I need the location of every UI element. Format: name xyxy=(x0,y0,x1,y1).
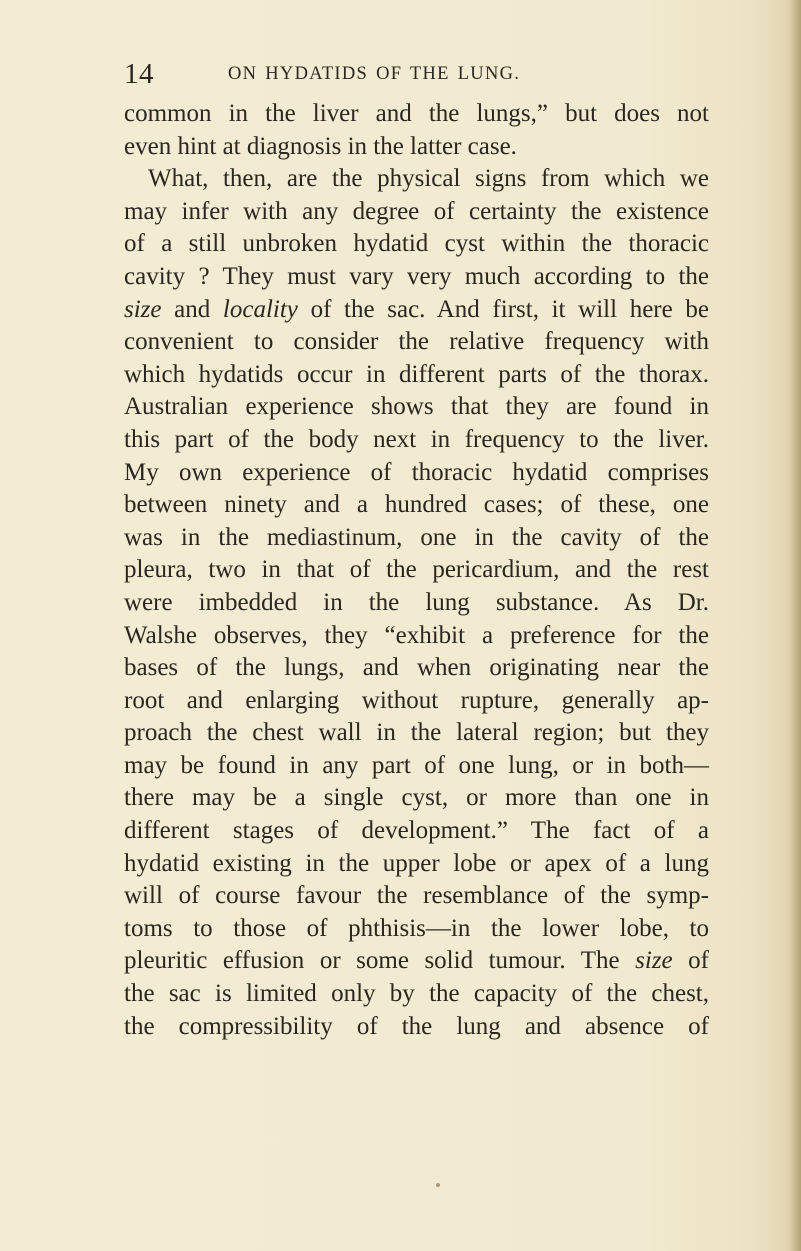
text-line: will of course favour the resemblance of the symp- xyxy=(124,882,709,910)
text-line: different stages of development.” The fact of a xyxy=(124,817,709,845)
text-line: the compressibility of the lung and absence of xyxy=(124,1012,709,1040)
text-line: pleuritic effusion or some solid tumour. The size of xyxy=(124,947,709,975)
text-line: pleura, two in that of the pericardium, and the rest xyxy=(124,556,709,584)
text-line: was in the mediastinum, one in the cavity of the xyxy=(124,523,709,551)
text-line: cavity ? They must vary very much according to the xyxy=(124,262,709,290)
text-line: Australian experience shows that they are found in xyxy=(124,393,709,421)
text-line: even hint at diagnosis in the latter case. xyxy=(124,132,517,160)
text-line: between ninety and a hundred cases; of these, one xyxy=(124,491,709,519)
italic-word: locality xyxy=(222,295,298,323)
text-line: of a still unbroken hydatid cyst within the thoracic xyxy=(124,230,709,258)
text-line: size and locality of the sac. And first, it will here be xyxy=(124,295,709,323)
page-number: 14 xyxy=(124,58,154,90)
text-line: root and enlarging without rupture, generally ap- xyxy=(124,686,709,714)
text-line: Walshe observes, they “exhibit a preference for the xyxy=(124,621,709,649)
text-line: convenient to consider the relative frequency with xyxy=(124,328,709,356)
text-line: My own experience of thoracic hydatid comprises xyxy=(124,458,709,486)
text-line: bases of the lungs, and when originating near the xyxy=(124,654,709,682)
text-line: which hydatids occur in different parts of the thorax. xyxy=(124,360,709,388)
text-line: may be found in any part of one lung, or in both— xyxy=(124,751,709,779)
running-head xyxy=(124,58,709,90)
text-line: there may be a single cyst, or more than one in xyxy=(124,784,709,812)
running-title: ON HYDATIDS OF THE LUNG. xyxy=(228,64,521,84)
text-line: were imbedded in the lung substance. As Dr. xyxy=(124,588,709,616)
paper-speck xyxy=(436,1183,440,1187)
text-line: common in the liver and the lungs,” but does not xyxy=(124,100,709,127)
text-line: What, then, are the physical signs from which we xyxy=(148,165,709,193)
text-line: proach the chest wall in the lateral region; but they xyxy=(124,719,709,747)
text-line: toms to those of phthisis—in the lower lobe, to xyxy=(124,914,709,942)
body-text xyxy=(124,98,709,1043)
italic-word: size xyxy=(619,947,689,975)
text-line: hydatid existing in the upper lobe or apex of a lung xyxy=(124,849,709,877)
text-line: the sac is limited only by the capacity of the chest, xyxy=(124,980,709,1008)
page-edge-shadow xyxy=(791,0,801,1251)
italic-word: size xyxy=(124,295,162,323)
text-line: this part of the body next in frequency to the liver. xyxy=(124,425,709,453)
text-line: may infer with any degree of certainty the existence xyxy=(124,197,709,225)
